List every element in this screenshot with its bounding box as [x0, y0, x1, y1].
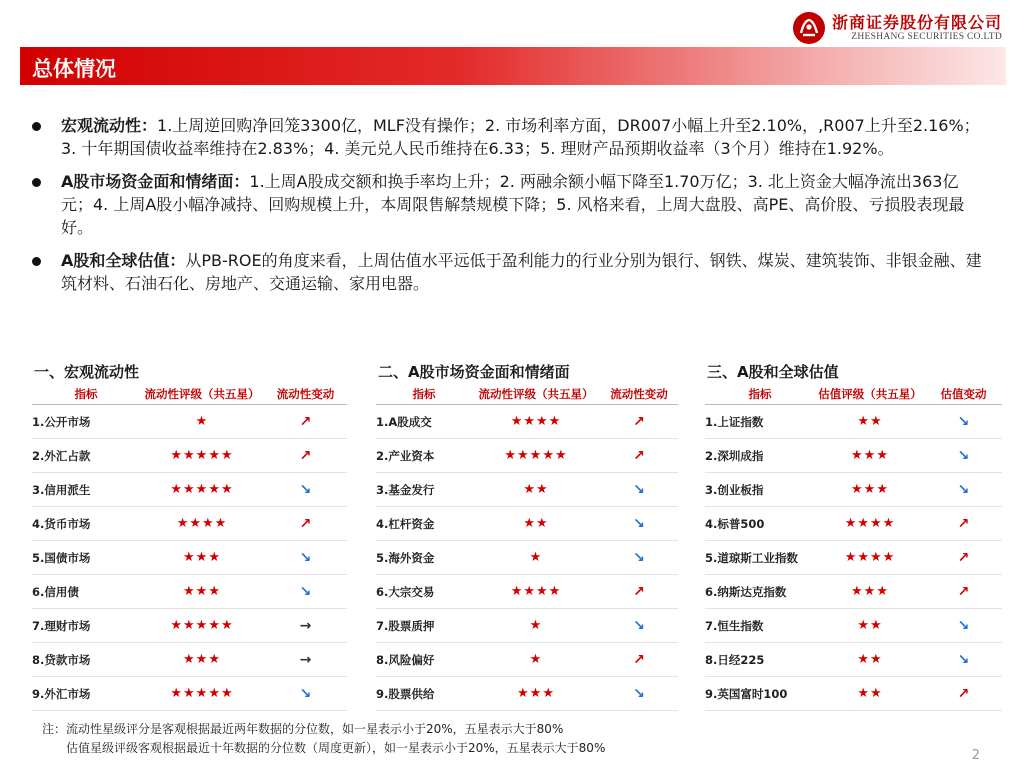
indicator-name: 2.深圳成指	[705, 448, 764, 463]
trend-down-icon: ↘	[633, 481, 645, 498]
trend-down-icon: ↘	[633, 515, 645, 532]
logo-english-name: ZHESHANG SECURITIES CO.LTD	[851, 32, 1002, 42]
bullet-label: A股和全球估值：	[61, 251, 186, 270]
trend-up-icon: ↗	[633, 583, 645, 600]
panel-title: 三、A股和全球估值	[707, 363, 839, 381]
star-rating: ★★★	[851, 584, 889, 599]
indicator-name: 7.股票质押	[376, 618, 435, 633]
bullet-dot-icon	[32, 257, 41, 266]
trend-down-icon: ↘	[957, 481, 970, 498]
indicator-name: 6.信用债	[32, 584, 79, 599]
table-row	[705, 575, 1002, 609]
indicator-name: 6.纳斯达克指数	[705, 584, 787, 599]
star-rating: ★★★	[183, 652, 221, 667]
star-rating: ★★★★★	[170, 686, 234, 701]
indicator-name: 3.信用派生	[32, 482, 91, 497]
table-row	[376, 541, 678, 575]
star-rating: ★★★★★	[170, 618, 234, 633]
table-row	[32, 575, 347, 609]
indicator-name: 1.A股成交	[376, 414, 432, 429]
header-indicator: 指标	[412, 387, 436, 401]
header-indicator: 指标	[74, 387, 98, 401]
star-rating: ★	[529, 652, 543, 667]
summary-bullets	[32, 114, 987, 305]
table-row	[705, 473, 1002, 507]
indicator-name: 9.股票供给	[376, 686, 435, 701]
table-row	[32, 643, 347, 677]
star-rating: ★★★	[183, 584, 221, 599]
trend-up-icon: ↗	[957, 583, 970, 600]
trend-up-icon: ↗	[633, 447, 645, 464]
table-row	[376, 439, 678, 473]
footnote-valuation: 估值星级评级客观根据最近十年数据的分位数（周度更新），如一星表示小于20%，五星表示大于80%	[66, 741, 606, 755]
panel-title: 一、宏观流动性	[34, 363, 140, 381]
bullet-a-share-funds	[32, 170, 987, 239]
footnote-liquidity: 注：流动性星级评分是客观根据最近两年数据的分位数，如一星表示小于20%，五星表示大于80%	[42, 722, 564, 736]
table-row	[376, 677, 678, 711]
bullet-dot-icon	[32, 122, 41, 131]
indicator-name: 8.风险偏好	[376, 652, 435, 667]
header-rating: 流动性评级（共五星）	[478, 387, 594, 401]
trend-up-icon: ↗	[633, 413, 645, 430]
panel-macro-liquidity	[32, 360, 347, 711]
footnotes	[42, 720, 605, 758]
star-rating: ★★★	[851, 448, 889, 463]
table-row	[32, 677, 347, 711]
star-rating: ★	[529, 618, 543, 633]
bullet-text: 从PB-ROE的角度来看，上周估值水平远低于盈利能力的行业分别为银行、钢铁、煤炭、建筑装饰、非银金融、建筑材料、石油石化、房地产、交通运输、家用电器。	[61, 251, 982, 293]
star-rating: ★	[195, 414, 209, 429]
logo-chinese-name: 浙商证券股份有限公司	[831, 13, 1002, 32]
indicator-name: 9.英国富时100	[705, 686, 788, 701]
bullet-text: 1.上周逆回购净回笼3300亿，MLF没有操作；2. 市场利率方面，DR007小幅上升至2.10%，,R007上升至2.16%；3. 十年期国债收益率维持在2.83%；4. 美元兑人民币维持在6.33；5. 理财产品预期收益率（3个月）维持在1.92%。	[61, 116, 980, 158]
indicator-name: 3.创业板指	[705, 482, 764, 497]
trend-down-icon: ↘	[299, 549, 312, 566]
star-rating: ★★★★	[844, 550, 896, 565]
star-rating: ★★	[523, 516, 549, 531]
indicator-name: 5.国债市场	[32, 550, 91, 565]
trend-up-icon: ↗	[957, 685, 970, 702]
trend-up-icon: ↗	[957, 515, 970, 532]
star-rating: ★★★★★	[504, 448, 568, 463]
table-row	[705, 405, 1002, 439]
indicator-name: 8.贷款市场	[32, 652, 91, 667]
table-row	[32, 507, 347, 541]
star-rating: ★★	[857, 414, 883, 429]
trend-flat-icon: →	[299, 651, 312, 668]
indicator-name: 3.基金发行	[376, 482, 435, 497]
table-row	[705, 507, 1002, 541]
star-rating: ★★★	[851, 482, 889, 497]
indicator-name: 4.货币市场	[32, 516, 91, 531]
trend-down-icon: ↘	[633, 617, 645, 634]
star-rating: ★★	[523, 482, 549, 497]
table-row	[705, 439, 1002, 473]
indicator-name: 1.公开市场	[32, 414, 91, 429]
indicator-name: 2.外汇占款	[32, 448, 91, 463]
panel-valuation	[705, 360, 1002, 711]
table-row	[376, 507, 678, 541]
company-logo	[792, 8, 1002, 48]
trend-down-icon: ↘	[633, 685, 645, 702]
star-rating: ★★	[857, 652, 883, 667]
indicator-name: 6.大宗交易	[376, 584, 435, 599]
zheshang-logo-icon	[792, 11, 826, 45]
page-title: 总体情况	[32, 57, 116, 81]
header-change: 流动性变动	[610, 387, 668, 401]
trend-down-icon: ↘	[957, 447, 970, 464]
panel-header-row	[376, 384, 678, 405]
table-row	[32, 609, 347, 643]
star-rating: ★★★★	[844, 516, 896, 531]
table-row	[705, 541, 1002, 575]
bullet-dot-icon	[32, 178, 41, 187]
indicator-name: 2.产业资本	[376, 448, 435, 463]
star-rating: ★★★	[183, 550, 221, 565]
header-change: 流动性变动	[276, 387, 335, 401]
table-row	[705, 677, 1002, 711]
indicator-name: 8.日经225	[705, 652, 765, 667]
table-row	[705, 609, 1002, 643]
table-row	[376, 575, 678, 609]
panel-a-share-funds	[376, 360, 678, 711]
table-row	[32, 439, 347, 473]
bullet-label: A股市场资金面和情绪面：	[61, 172, 250, 191]
table-row	[376, 609, 678, 643]
star-rating: ★★★★	[510, 414, 562, 429]
title-bar	[20, 47, 1006, 85]
trend-down-icon: ↘	[299, 685, 312, 702]
table-row	[32, 405, 347, 439]
indicator-name: 5.海外资金	[376, 550, 435, 565]
table-row	[32, 541, 347, 575]
star-rating: ★★★★★	[170, 448, 234, 463]
bullet-macro-liquidity	[32, 114, 987, 160]
table-row	[376, 405, 678, 439]
indicator-name: 9.外汇市场	[32, 686, 91, 701]
trend-up-icon: ↗	[633, 651, 645, 668]
trend-flat-icon: →	[299, 617, 312, 634]
bullet-valuation	[32, 249, 987, 295]
table-row	[376, 473, 678, 507]
star-rating: ★★★★	[176, 516, 228, 531]
trend-up-icon: ↗	[299, 447, 312, 464]
indicator-name: 4.标普500	[705, 516, 765, 531]
trend-down-icon: ↘	[957, 413, 970, 430]
indicator-name: 4.杠杆资金	[376, 516, 435, 531]
trend-down-icon: ↘	[957, 651, 970, 668]
header-rating: 估值评级（共五星）	[818, 387, 922, 401]
star-rating: ★★	[857, 618, 883, 633]
table-row	[376, 643, 678, 677]
table-row	[705, 643, 1002, 677]
header-rating: 流动性评级（共五星）	[144, 387, 260, 401]
page-number: 2	[971, 748, 980, 763]
trend-down-icon: ↘	[299, 583, 312, 600]
star-rating: ★★★★	[510, 584, 562, 599]
panel-title: 二、A股市场资金面和情绪面	[378, 363, 570, 381]
star-rating: ★	[529, 550, 543, 565]
bullet-label: 宏观流动性：	[61, 116, 158, 135]
trend-down-icon: ↘	[633, 549, 645, 566]
indicator-name: 1.上证指数	[705, 414, 764, 429]
trend-down-icon: ↘	[299, 481, 312, 498]
bullet-text: 1.上周A股成交额和换手率均上升；2. 两融余额小幅下降至1.70万亿；3. 北上资金大幅净流出363亿元；4. 上周A股小幅净减持、回购规模上升，本周限售解禁规模下降；5. 风格来看，上周大盘股、高PE、高价股、亏损股表现最好。	[61, 172, 965, 237]
table-row	[32, 473, 347, 507]
header-change: 估值变动	[940, 387, 987, 401]
indicator-name: 7.理财市场	[32, 618, 91, 633]
star-rating: ★★★	[517, 686, 555, 701]
panel-header-row	[705, 384, 1002, 405]
panel-header-row	[32, 384, 347, 405]
trend-up-icon: ↗	[299, 515, 312, 532]
star-rating: ★★★★★	[170, 482, 234, 497]
star-rating: ★★	[857, 686, 883, 701]
indicator-name: 7.恒生指数	[705, 618, 764, 633]
trend-down-icon: ↘	[957, 617, 970, 634]
trend-up-icon: ↗	[299, 413, 312, 430]
trend-up-icon: ↗	[957, 549, 970, 566]
indicator-name: 5.道琼斯工业指数	[705, 550, 798, 565]
header-indicator: 指标	[748, 387, 772, 401]
